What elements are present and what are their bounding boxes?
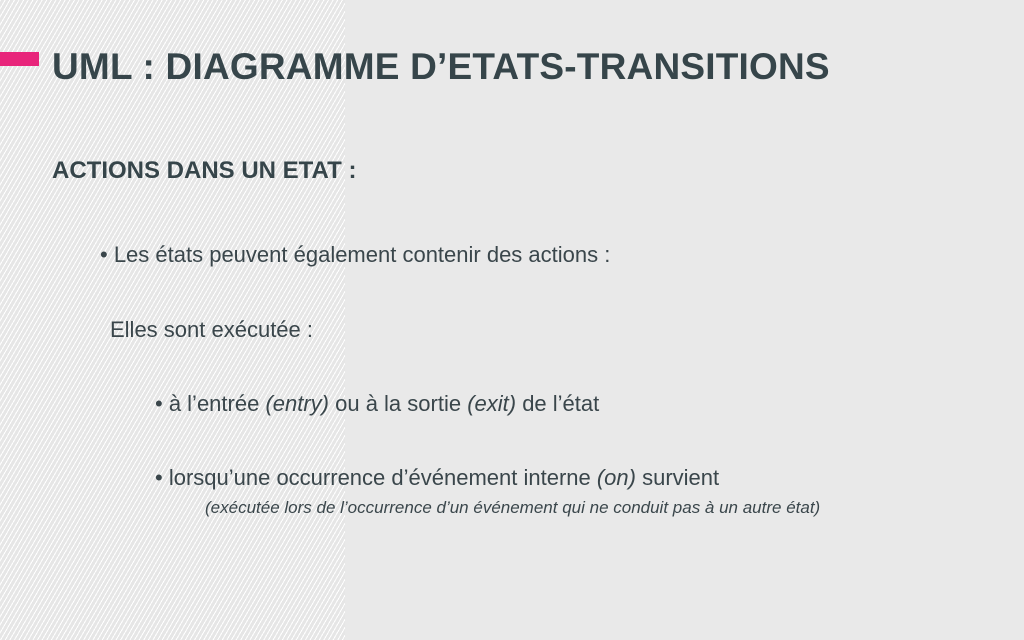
executed-intro-line: Elles sont exécutée : [110, 317, 314, 342]
bullet-entry-exit-text-a: • à l’entrée [155, 391, 266, 416]
bullet-entry-exit-text-e: de l’état [516, 391, 600, 416]
on-keyword: (on) [596, 465, 636, 490]
bullet-internal-event-text-c: survient [635, 465, 720, 490]
slide-title: UML : DIAGRAMME D’ETATS-TRANSITIONS [52, 46, 830, 87]
exit-keyword: (exit) [467, 391, 517, 416]
bullet-entry-exit-text-c: ou à la sortie [329, 391, 468, 416]
bullet-states-actions: • Les états peuvent également contenir des actions : [100, 242, 611, 267]
section-heading: ACTIONS DANS UN ETAT : [52, 157, 357, 184]
title-accent-bar [0, 52, 39, 66]
internal-event-note: (exécutée lors de l’occurrence d’un événement qui ne conduit pas à un autre état) [205, 498, 821, 517]
entry-keyword: (entry) [265, 391, 329, 416]
bullet-internal-event [155, 464, 719, 492]
bullet-internal-event-text-a: • lorsqu’une occurrence d’événement interne [155, 465, 597, 490]
bullet-entry-exit [155, 390, 599, 418]
